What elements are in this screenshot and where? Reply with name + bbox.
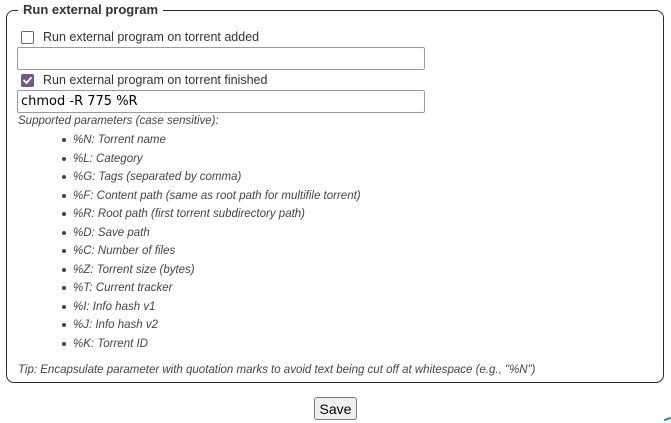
fieldset-legend: Run external program	[18, 2, 163, 18]
bullet-icon	[62, 212, 66, 216]
bullet-icon	[62, 138, 66, 142]
on-added-command-input[interactable]	[17, 47, 425, 70]
on-added-row[interactable]	[21, 30, 259, 44]
list-item	[62, 261, 361, 280]
list-item	[62, 168, 361, 187]
list-item	[62, 335, 361, 354]
bullet-icon	[62, 231, 66, 235]
checkmark-icon	[22, 75, 33, 86]
bullet-icon	[62, 194, 66, 198]
list-item	[62, 316, 361, 335]
bullet-icon	[62, 286, 66, 290]
param-text: %D: Save path	[73, 226, 150, 239]
on-finished-command-input[interactable]: chmod -R 775 %R	[17, 90, 425, 113]
on-finished-row[interactable]	[21, 73, 267, 87]
param-text: %T: Current tracker	[73, 282, 173, 294]
param-text: %R: Root path (first torrent subdirectory path)	[73, 208, 306, 220]
param-text: %K: Torrent ID	[73, 337, 148, 350]
on-added-checkbox[interactable]	[21, 31, 34, 44]
save-button[interactable]: Save	[314, 397, 357, 420]
param-text: %L: Category	[73, 152, 143, 165]
param-text: %F: Content path (same as root path for multifile torrent)	[73, 189, 361, 202]
on-finished-label[interactable]: Run external program on torrent finished	[43, 73, 268, 87]
list-item	[62, 205, 361, 224]
param-text: %G: Tags (separated by comma)	[73, 171, 242, 183]
params-title: Supported parameters (case sensitive):	[18, 115, 219, 127]
param-text: %N: Torrent name	[73, 134, 166, 146]
list-item	[62, 224, 361, 243]
list-item	[62, 242, 361, 261]
param-text: %J: Info hash v2	[73, 319, 159, 331]
on-finished-checkbox[interactable]	[21, 74, 34, 87]
bullet-icon	[62, 175, 66, 179]
tip-text: Tip: Encapsulate parameter with quotation marks to avoid text being cut off at whitespace (e.g., "%N")	[18, 364, 536, 376]
resize-handle-icon	[664, 417, 671, 421]
bullet-icon	[62, 157, 66, 161]
list-item	[62, 279, 361, 298]
on-added-label[interactable]: Run external program on torrent added	[43, 30, 260, 44]
param-text: %C: Number of files	[73, 245, 176, 257]
list-item	[62, 131, 361, 150]
bullet-icon	[62, 268, 66, 272]
list-item	[62, 150, 361, 169]
list-item	[62, 298, 361, 317]
list-item	[62, 187, 361, 206]
bullet-icon	[62, 342, 66, 346]
bullet-icon	[62, 323, 66, 327]
param-text: %Z: Torrent size (bytes)	[73, 263, 195, 276]
param-text: %I: Info hash v1	[73, 300, 156, 313]
params-list	[62, 131, 361, 353]
bullet-icon	[62, 305, 66, 309]
bullet-icon	[62, 249, 66, 253]
